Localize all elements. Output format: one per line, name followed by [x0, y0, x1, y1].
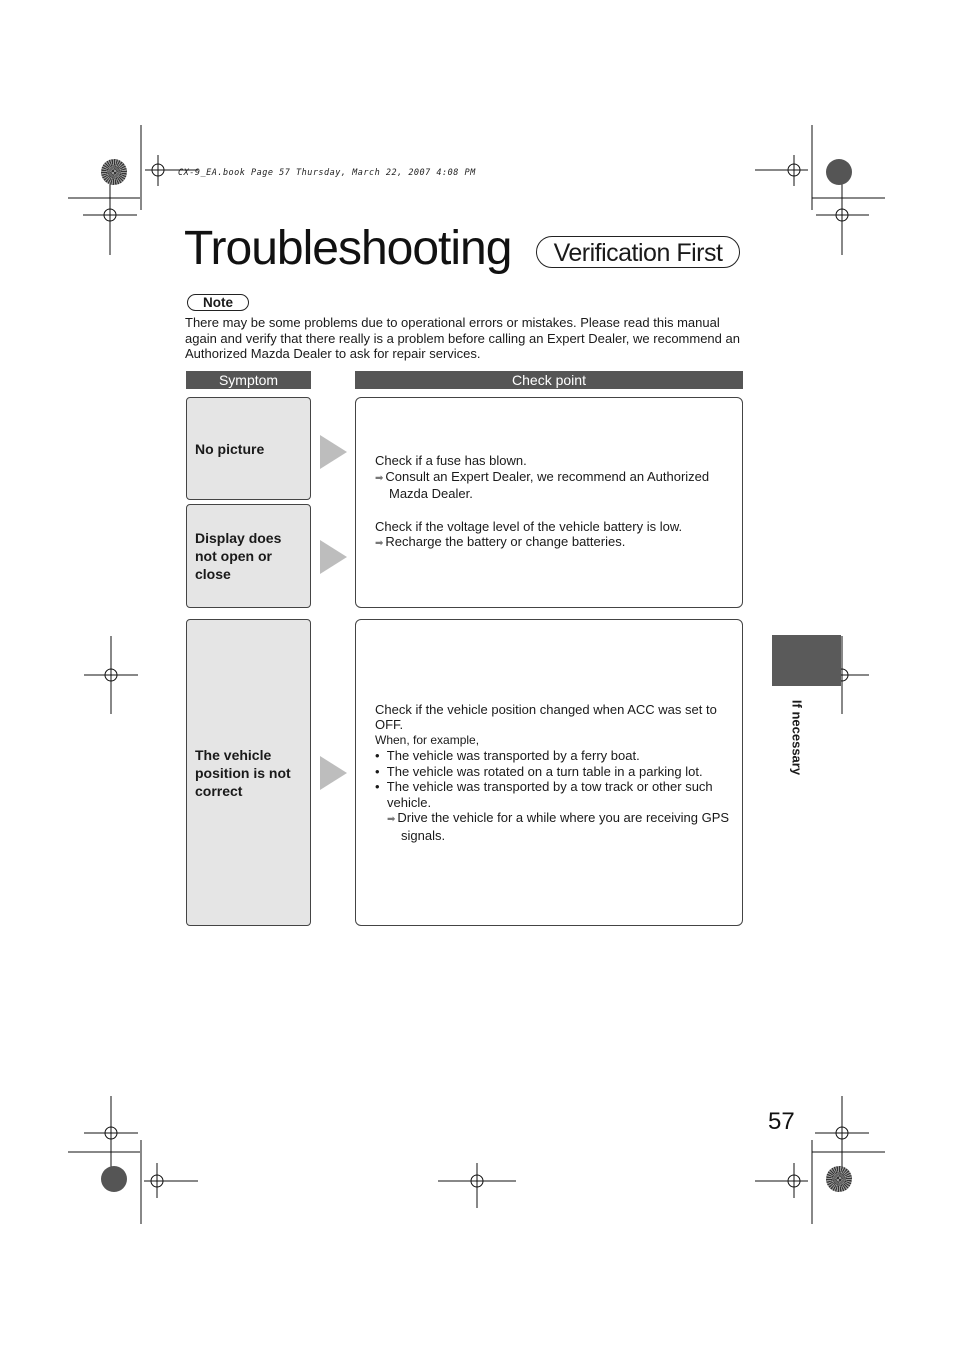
- symptom-label: The vehicle position is not correct: [195, 746, 291, 799]
- section-tab: [772, 635, 841, 686]
- arrow-icon: ➡: [375, 472, 384, 484]
- check-box-1: [355, 397, 743, 608]
- arrow-right-icon: [320, 435, 347, 469]
- page-title: Troubleshooting: [184, 222, 512, 275]
- symptom-header: Symptom: [186, 371, 311, 389]
- note-label: Note: [187, 294, 249, 311]
- page-number: 57: [768, 1108, 795, 1135]
- check-subtext: When, for example,: [375, 732, 480, 747]
- symptom-display: [186, 504, 311, 608]
- registration-dot: [826, 1166, 852, 1192]
- registration-dot: [101, 1166, 127, 1192]
- registration-dot: [826, 159, 852, 185]
- check-text: Check if the voltage level of the vehicle battery is low.: [375, 518, 683, 534]
- verification-badge: Verification First: [536, 236, 740, 268]
- check-text: Check if the vehicle position changed when ACC was set to OFF.: [375, 701, 717, 733]
- arrow-right-icon: [320, 756, 347, 790]
- check-text: Check if a fuse has blown.: [375, 453, 527, 469]
- registration-dot: [101, 159, 127, 185]
- symptom-label: No picture: [195, 440, 265, 457]
- arrow-icon: ➡: [375, 538, 384, 550]
- symptom-label: Display does not open or close: [195, 530, 282, 582]
- symptom-no-picture: [186, 397, 311, 500]
- check-box-2: [355, 619, 743, 926]
- symptom-position: [186, 619, 311, 926]
- check-point-header: Check point: [355, 371, 743, 389]
- check-action: ➡ Recharge the battery or change batteries.: [375, 534, 626, 550]
- bullet-item: • The vehicle was rotated on a turn table in a parking lot.: [375, 763, 703, 779]
- bullet-item: • The vehicle was transported by a tow track or other such vehicle.: [375, 779, 713, 810]
- arrow-icon: ➡: [387, 814, 396, 826]
- print-header: CX-9_EA.book Page 57 Thursday, March 22, 2007 4:08 PM: [178, 168, 476, 178]
- arrow-right-icon: [320, 540, 347, 574]
- section-tab-label: If necessary: [789, 699, 805, 776]
- note-text: There may be some problems due to operational errors or mistakes. Please read this manual again and verify that there really is a problem before calling an Expert Dealer, we recommend an Authorized Mazda Dealer to ask for repair services.: [185, 315, 740, 361]
- check-action: ➡ Consult an Expert Dealer, we recommend an Authorized Mazda Dealer.: [375, 468, 710, 502]
- check-action: ➡ Drive the vehicle for a while where you are receiving GPS signals.: [387, 810, 730, 843]
- bullet-item: • The vehicle was transported by a ferry boat.: [375, 748, 640, 764]
